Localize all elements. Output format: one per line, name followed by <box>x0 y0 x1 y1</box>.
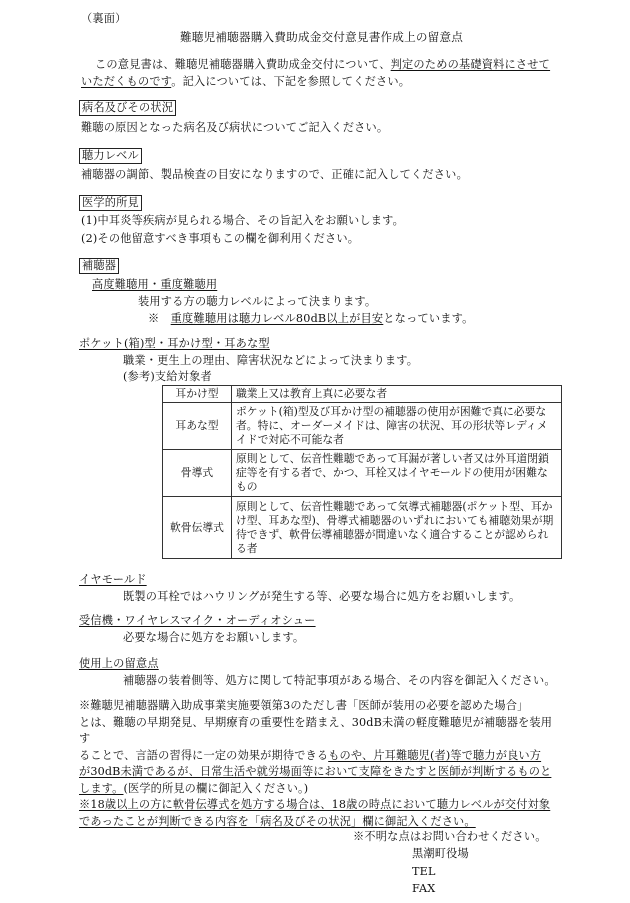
hearing-aid-sub1: 高度難聴用・重度難聴用 <box>92 278 218 291</box>
table-value: 職業上又は教育上真に必要な者 <box>232 386 562 403</box>
page-title: 難聴児補聴器購入費助成金交付意見書作成上の留意点 <box>180 30 464 44</box>
intro-emphasis-b: いただくものです <box>81 75 172 88</box>
note1-line4: が30dB未満であるが、日常生活や就労場面等において支障をきたすと医師が判断するものと <box>79 765 552 778</box>
table-value: 原則として、伝音性難聴であって気導式補聴器(ポケット型、耳かけ型、耳あな型)、骨導式補聴器のいずれにおいても補聴効果が期待できず、軟骨伝導補聴器が間違いなく適合することが認められる者 <box>232 497 562 559</box>
table-row <box>163 386 562 403</box>
disease-heading: 病名及びその状況 <box>79 100 176 116</box>
note-text: となっています。 <box>383 312 474 325</box>
table-key: 耳かけ型 <box>163 386 232 403</box>
eligibility-table <box>162 385 562 559</box>
table-row <box>163 450 562 497</box>
hearing-heading: 聴力レベル <box>79 148 142 164</box>
medical-item-1: (1)中耳炎等疾病が見られる場合、その旨記入をお願いします。 <box>81 214 405 227</box>
contact-note: ※不明な点はお問い合わせください。 <box>353 830 547 843</box>
table-value: ポケット(箱)型及び耳かけ型の補聴器の使用が困難で真に必要な者。特に、オーダーメイドは、障害の状況、耳の形状等レディメイドで対応不可能な者 <box>232 403 562 450</box>
intro-line-1 <box>95 58 550 72</box>
note-mark: ※ <box>148 312 160 325</box>
table-key: 軟骨伝導式 <box>163 497 232 559</box>
receiver-text: 必要な場合に処方をお願いします。 <box>123 631 305 644</box>
hearing-aid-heading: 補聴器 <box>79 258 119 274</box>
hearing-aid-sub2: ポケット(箱)型・耳かけ型・耳あな型 <box>79 337 270 350</box>
table-value: 原則として、伝音性難聴であって耳漏が著しい者又は外耳道閉鎖症等を有する者で、かつ、耳栓又はイヤモールドの使用が困難なもの <box>232 450 562 497</box>
hearing-aid-note <box>148 312 474 326</box>
intro-line-2 <box>81 75 410 89</box>
note2-line2: であったことが判断できる内容を「病名及びその状況」欄に御記入ください。 <box>79 814 476 828</box>
intro-emphasis-a: 判定のための基礎資料にさせて <box>390 58 551 71</box>
medical-heading: 医学的所見 <box>79 195 142 211</box>
note1-line3 <box>79 748 559 765</box>
note1-line2: とは、難聴の早期発見、早期療育の重要性を踏まえ、30dB未満の軽度難聴児が補聴器を装用す <box>79 715 553 745</box>
note1-line5-emphasis: します。 <box>79 781 124 795</box>
note1-line5-text: (医学的所見の欄に御記入ください。) <box>123 781 309 795</box>
usage-heading: 使用上の留意点 <box>79 657 159 670</box>
usage-text: 補聴器の装着側等、処方に関して特記事項がある場合、その内容を御記入ください。 <box>123 674 556 687</box>
office-name: 黒潮町役場 <box>412 847 469 860</box>
disease-text: 難聴の原因となった病名及び病状についてご記入ください。 <box>81 121 389 134</box>
table-key: 骨導式 <box>163 450 232 497</box>
note1-line1: ※難聴児補聴器購入助成事業実施要領第3のただし書「医師が装用の必要を認めた場合」 <box>79 699 529 712</box>
earmold-text: 既製の耳栓ではハウリングが発生する等、必要な場合に処方をお願いします。 <box>123 590 521 603</box>
hearing-aid-sub1-text: 装用する方の聴力レベルによって決まります。 <box>138 295 377 308</box>
hearing-text: 補聴器の調節、製品検査の目安になりますので、正確に記入してください。 <box>81 168 468 181</box>
reference-label: (参考)支給対象者 <box>123 370 212 383</box>
note-emphasis: 重度難聴用は聴力レベル80dB以上が目安 <box>170 312 384 325</box>
note1-line5 <box>79 781 559 798</box>
hearing-aid-sub2-text: 職業・更生上の理由、障害状況などによって決まります。 <box>123 354 419 367</box>
notes-block <box>79 698 559 830</box>
earmold-heading: イヤモールド <box>79 573 147 586</box>
note1-line3-text: ることで、言語の習得に一定の効果が期待できる <box>79 748 329 762</box>
receiver-heading: 受信機・ワイヤレスマイク・オーディオシュー <box>79 614 316 627</box>
intro-text-b: 。記入については、下記を参照してください。 <box>171 75 411 88</box>
note2-line1: ※18歳以上の方に軟骨伝導式を処方する場合は、18歳の時点において聴力レベルが交付対象 <box>79 798 551 811</box>
fax-label: FAX <box>412 882 436 895</box>
table-key: 耳あな型 <box>163 403 232 450</box>
medical-item-2: (2)その他留意すべき事項もこの欄を御利用ください。 <box>81 232 360 245</box>
note1-line3-emphasis: ものや、片耳難聴児(者)等で聴力が良い方 <box>328 748 542 762</box>
intro-text-a: この意見書は、難聴児補聴器購入費助成金交付について、 <box>95 58 391 71</box>
side-label: （裏面） <box>81 12 127 25</box>
table-row <box>163 497 562 559</box>
table-row <box>163 403 562 450</box>
tel-label: TEL <box>412 865 436 878</box>
